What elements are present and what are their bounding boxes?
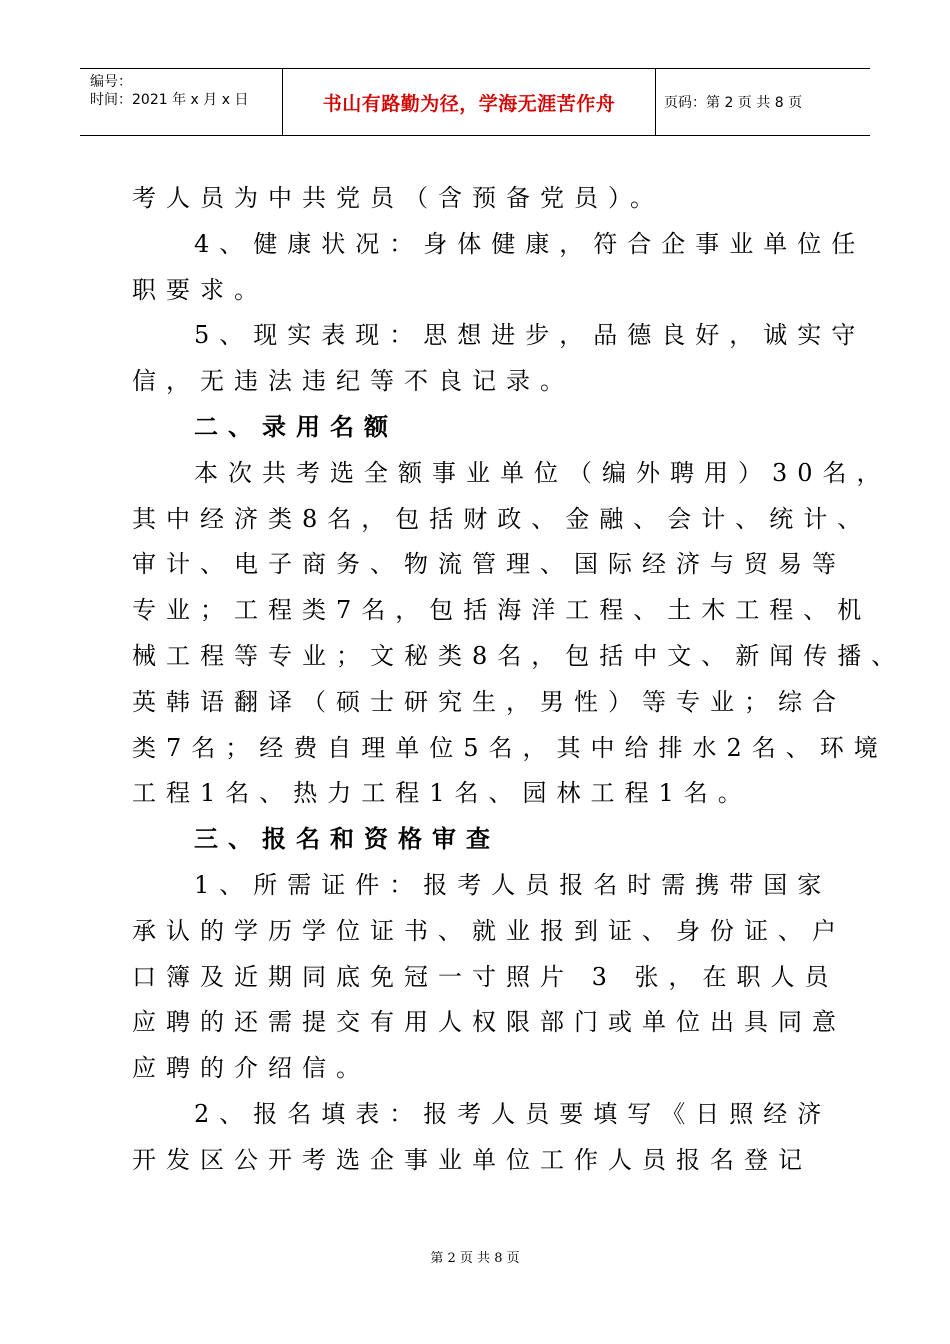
- body-line: 英韩语翻译（硕士研究生，男性）等专业；综合: [132, 687, 846, 716]
- document-header: [80, 68, 870, 136]
- body-line: 审计、电子商务、物流管理、国际经济与贸易等: [132, 550, 846, 579]
- body-line: 械工程等专业；文秘类8名，包括中文、新闻传播、: [132, 641, 906, 670]
- body-line: 专业；工程类7名，包括海洋工程、土木工程、机: [132, 596, 872, 625]
- body-line: 其中经济类8名，包括财政、金融、会计、统计、: [132, 504, 872, 533]
- body-line: 本次共考选全额事业单位（编外聘用）30名，: [194, 458, 891, 487]
- header-page-number: 页码：第 2 页 共 8 页: [664, 95, 803, 111]
- document-body: [132, 176, 906, 1184]
- body-line: 考人员为中共党员（含预备党员）。: [132, 184, 664, 212]
- body-line: 口簿及近期同底免冠一寸照片 3 张，在职人员: [132, 962, 839, 991]
- body-line: 1、所需证件：报考人员报名时需携带国家: [194, 870, 832, 899]
- body-line: 5、现实表现：思想进步，品德良好，诚实守: [194, 321, 866, 350]
- body-line: 2、报名填表：报考人员要填写《日照经济: [194, 1099, 832, 1128]
- body-line: 承认的学历学位证书、就业报到证、身份证、户: [132, 916, 846, 945]
- body-line: 类7名；经费自理单位5名，其中给排水2名、环境: [132, 733, 888, 762]
- body-line: 4、健康状况：身体健康，符合企事业单位任: [194, 229, 866, 258]
- section-heading: 二、录用名额: [194, 412, 398, 441]
- header-motto: 书山有路勤为径，学海无涯苦作舟: [283, 69, 656, 135]
- body-line: 信，无违法违纪等不良记录。: [132, 367, 574, 396]
- body-line: 应聘的还需提交有用人权限部门或单位出具同意: [132, 1008, 846, 1037]
- body-line: 工程1名、热力工程1名、园林工程1名。: [132, 779, 752, 808]
- date-label: 时间：2021 年 x 月 x 日: [90, 92, 249, 108]
- body-line: 开发区公开考选企事业单位工作人员报名登记: [132, 1145, 812, 1174]
- body-line: 应聘的介绍信。: [132, 1054, 370, 1083]
- section-heading: 三、报名和资格审查: [194, 825, 500, 854]
- body-line: 职要求。: [132, 275, 268, 304]
- page-footer: 第 2 页 共 8 页: [430, 1251, 520, 1266]
- header-meta: [80, 69, 283, 135]
- number-label: 编号：: [90, 74, 132, 90]
